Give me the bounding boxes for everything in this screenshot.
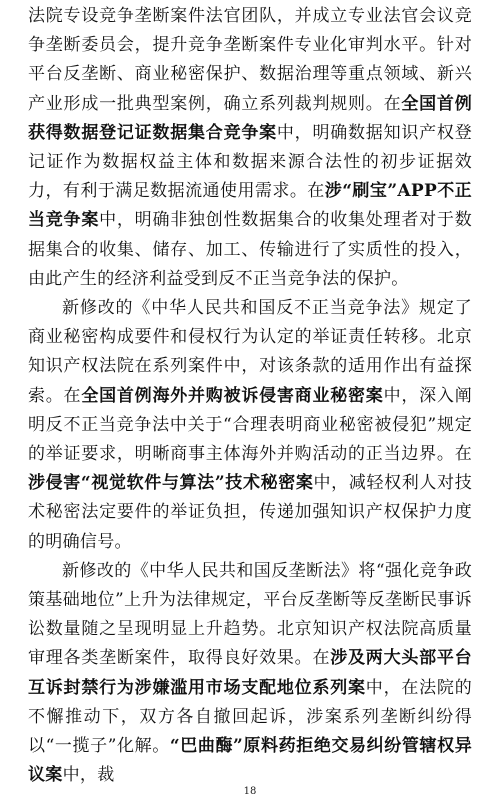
paragraph-2 xyxy=(28,294,472,557)
text-segment: 中，减轻权利人对技术秘密法定要件的举证负担，传递加强知识产权保护力度的明确信号。 xyxy=(28,473,472,552)
paragraph-3 xyxy=(28,557,472,791)
case-name-data-registration: 全国首例获得数据登记证数据集合竞争案 xyxy=(28,93,472,143)
text-segment: 新修改的《中华人民共和国反不正当竞争法》规定了商业秘密构成要件和侵权行为认定的举证责任转移。北京知识产权法院在系列案件中，对该条款的适用作出有益探索。在 xyxy=(28,298,472,406)
case-name-vision-software: 涉侵害“视觉软件与算法”技术秘密案 xyxy=(28,473,314,494)
text-segment: 中，明确非独创性数据集合的收集处理者对于数据集合的收集、储存、加工、传输进行了实质性的投入，由此产生的经济利益受到反不正当竞争法的保护。 xyxy=(28,210,472,289)
paragraph-1 xyxy=(28,2,472,294)
text-segment: 中，深入阐明反不正当竞争法中关于“合理表明商业秘密被侵犯”规定的举证要求，明晰商事主体海外并购活动的正当边界。在 xyxy=(28,385,472,465)
text-segment: 中，裁 xyxy=(62,765,115,786)
page-number: 18 xyxy=(243,786,257,797)
case-name-overseas-merger: 全国首例海外并购被诉侵害商业秘密案 xyxy=(81,385,384,406)
text-segment: 新修改的《中华人民共和国反垄断法》将“强化竞争政策基础地位”上升为法律规定，平台反垄断等反垄断民事诉讼数量随之呈现明显上升趋势。北京知识产权法院高质量审理各类垄断案件，取得良好效果。在 xyxy=(28,560,472,669)
text-segment: 中，在法院的不懈推动下，双方各自撤回起诉，涉案系列垄断纠纷得以“一揽子”化解。 xyxy=(28,677,472,757)
text-segment: 中，明确数据知识产权登记证作为数据权益主体和数据来源合法性的初步证据效力，有利于满足数据流通使用需求。在 xyxy=(28,122,472,202)
text-segment: 法院专设竞争垄断案件法官团队，并成立专业法官会议竞争垄断委员会，提升竞争垄断案件专业化审判水平。针对平台反垄断、商业秘密保护、数据治理等重点领域、新兴产业形成一批典型案例，确立系列裁判规则。在 xyxy=(28,6,472,114)
case-name-platform-blocking: 涉及两大头部平台互诉封禁行为涉嫌滥用市场支配地位系列案 xyxy=(28,648,472,698)
case-name-batroxobin: “巴曲酶”原料药拒绝交易纠纷管辖权异议案 xyxy=(28,736,472,786)
case-name-shuabao-app: 涉“刷宝”APP不正当竞争案 xyxy=(28,181,472,231)
body-text xyxy=(28,2,472,790)
